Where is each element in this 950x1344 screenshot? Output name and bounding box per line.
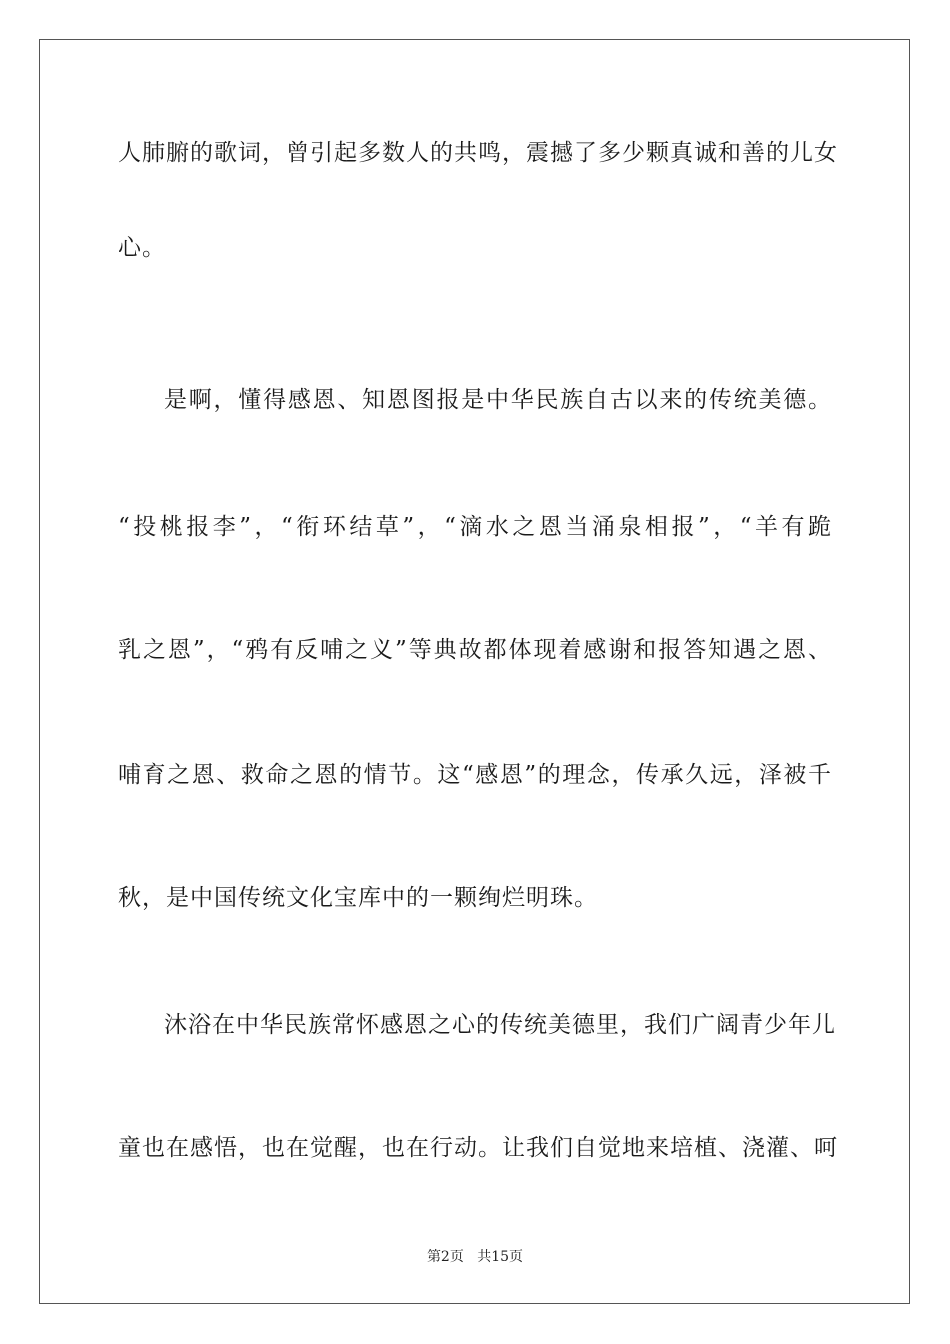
text-line: 哺育之恩、救命之恩的情节。这“感恩”的理念，传承久远，泽被千: [118, 762, 832, 788]
text-line: 童也在感悟，也在觉醒，也在行动。让我们自觉地来培植、浇灌、呵: [118, 1135, 838, 1161]
text-line: 沐浴在中华民族常怀感恩之心的传统美德里，我们广阔青少年儿: [164, 1012, 836, 1038]
page-border: [39, 39, 910, 1304]
text-line: 人肺腑的歌词，曾引起多数人的共鸣，震撼了多少颗真诚和善的儿女: [118, 140, 838, 166]
page-number: 第2页: [426, 1249, 464, 1265]
text-line: “投桃报李”，“衔环结草”，“滴水之恩当涌泉相报”，“羊有跪: [118, 514, 832, 540]
text-line: 秋，是中国传统文化宝库中的一颗绚烂明珠。: [118, 885, 598, 911]
page-footer: [0, 1248, 950, 1266]
page-total: 共15页: [477, 1249, 524, 1265]
text-line: 心。: [118, 235, 166, 261]
text-line: 乳之恩”，“鸦有反哺之义”等典故都体现着感谢和报答知遇之恩、: [118, 637, 832, 663]
text-line: 是啊，懂得感恩、知恩图报是中华民族自古以来的传统美德。: [164, 387, 832, 413]
